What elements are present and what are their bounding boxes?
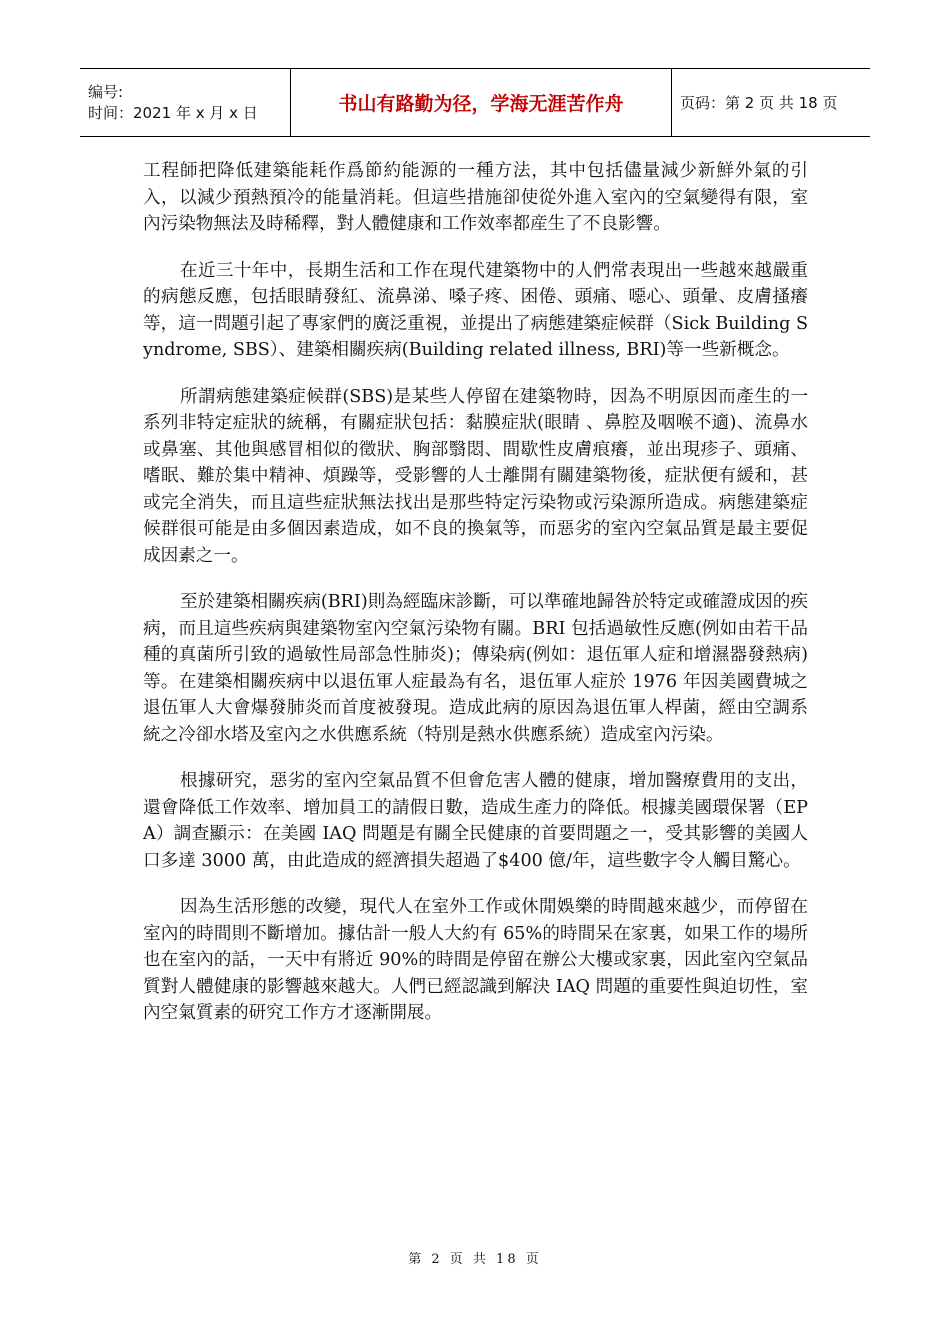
header-motto xyxy=(291,69,672,136)
header-page-info xyxy=(672,69,870,136)
header-code-label: 编号: xyxy=(88,82,124,101)
paragraph-6: 因為生活形態的改變，現代人在室外工作或休閒娛樂的時間越來越少，而停留在室內的時間則不斷增加。據估計一般人大約有 65%的時間呆在家裏，如果工作的場所也在室內的話，一天中有將近 90%的時間是停留在辦公大樓或家裏，因此室內空氣品質對人體健康的影響越來越大。人們已經認識到解決 IAQ 問題的重要性與迫切性，室內空氣質素的研究工作方才逐漸開展。 xyxy=(143,897,808,1023)
paragraph-2: 在近三十年中，長期生活和工作在現代建築物中的人們常表現出一些越來越嚴重的病態反應，包括眼睛發紅、流鼻涕、嗓子疼、困倦、頭痛、噁心、頭暈、皮膚搔癢等，這一問題引起了專家們的廣泛重視，並提出了病態建築症候群（Sick Building Syndrome, SBS）、建築相關疾病(Building related illness, BRI)等一些新概念。 xyxy=(143,260,808,360)
header-meta xyxy=(80,69,291,136)
header-motto-text: 书山有路勤为径，学海无涯苦作舟 xyxy=(338,93,624,115)
document-body xyxy=(143,158,808,1047)
paragraph-3: 所謂病態建築症候群(SBS)是某些人停留在建築物時，因為不明原因而產生的一系列非特定症狀的統稱，有關症狀包括：黏膜症狀(眼睛 、鼻腔及咽喉不適)、流鼻水或鼻塞、其他與感冒相似的徵狀、胸部翳悶、間歇性皮膚痕癢，並出現疹子、頭痛、嗜眠、難於集中精神、煩躁等，受影響的人士離開有關建築物後，症狀便有緩和，甚或完全消失，而且這些症狀無法找出是那些特定污染物或污染源所造成。病態建築症候群很可能是由多個因素造成，如不良的換氣等，而惡劣的室內空氣品質是最主要促成因素之一。 xyxy=(143,386,808,566)
page-header xyxy=(80,68,870,137)
footer-page-number: 第 2 页 共 18 页 xyxy=(408,1252,542,1267)
paragraph-1: 工程師把降低建築能耗作爲節約能源的一種方法，其中包括儘量減少新鮮外氣的引入，以減少預熱預冷的能量消耗。但這些措施卻使從外進入室內的空氣變得有限，室內污染物無法及時稀釋，對人體健康和工作效率都産生了不良影響。 xyxy=(143,161,808,234)
header-time-label: 时间：2021 年 x 月 x 日 xyxy=(88,103,258,122)
header-page-info-text: 页码：第 2 页 共 18 页 xyxy=(680,94,838,112)
paragraph-5: 根據研究，惡劣的室內空氣品質不但會危害人體的健康，增加醫療費用的支出，還會降低工作效率、增加員工的請假日數，造成生產力的降低。根據美國環保署（EPA）調查顯示：在美國 IAQ 問題是有關全民健康的首要問題之一，受其影響的美國人口多達 3000 萬，由此造成的經濟損失超過了$400 億/年，這些數字令人觸目驚心。 xyxy=(143,771,808,871)
paragraph-4: 至於建築相關疾病(BRI)則為經臨床診斷，可以準確地歸咎於特定或確證成因的疾病，而且這些疾病與建築物室內空氣污染物有關。BRI 包括過敏性反應(例如由若干品種的真菌所引致的過敏性局部急性肺炎)；傳染病(例如：退伍軍人症和增濕器發熱病)等。在建築相關疾病中以退伍軍人症最為有名，退伍軍人症於 1976 年因美國費城之退伍軍人大會爆發肺炎而首度被發現。造成此病的原因為退伍軍人桿菌，經由空調系統之冷卻水塔及室內之水供應系統（特別是熱水供應系統）造成室內污染。 xyxy=(143,592,808,745)
page-footer xyxy=(0,1248,950,1267)
